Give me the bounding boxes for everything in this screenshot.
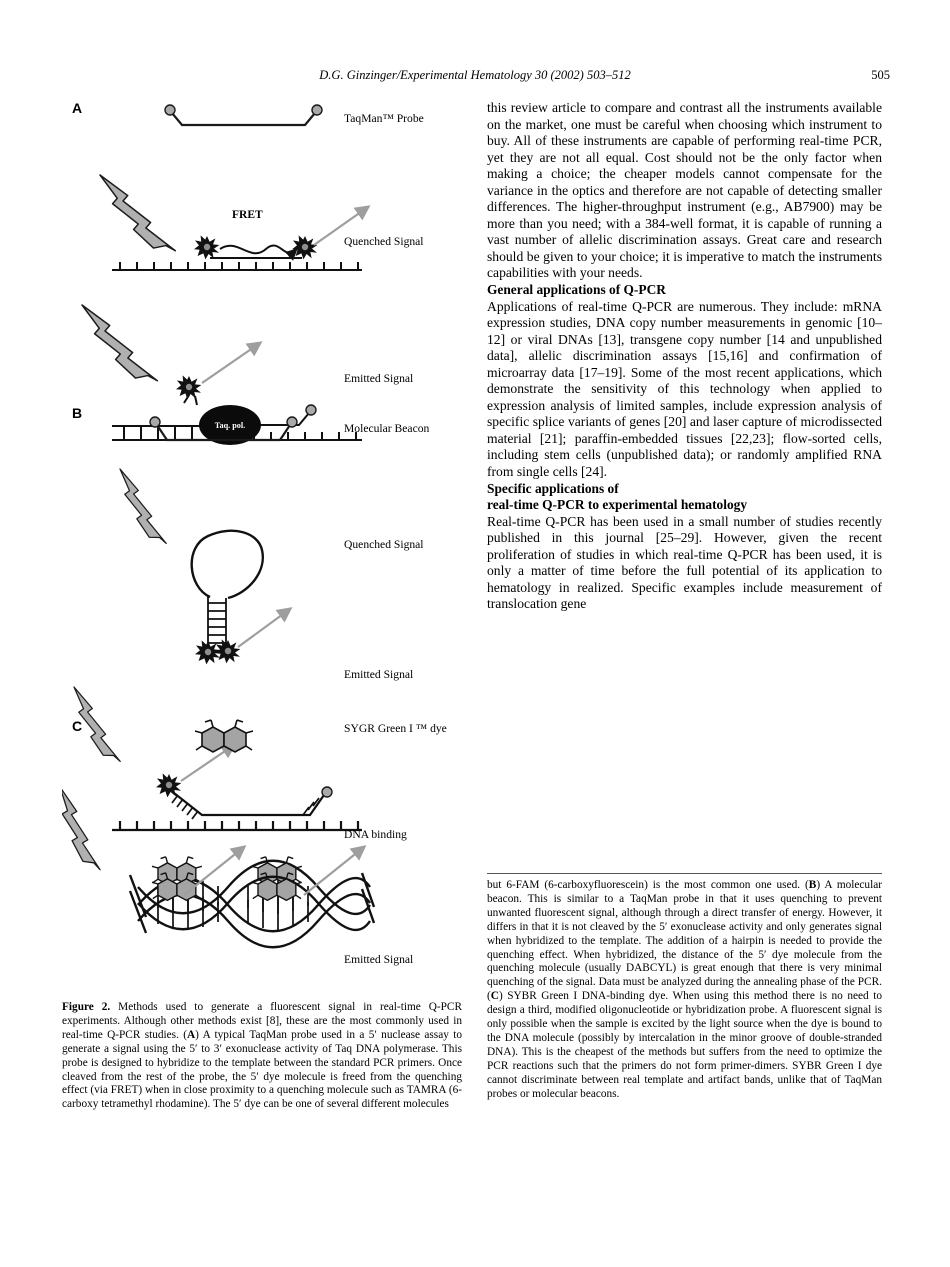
footnote-text-c: ) SYBR Green I DNA-binding dye. When using this method there is no need to design a third, modified oligonucleotide or hybridization probe. A fluorescent signal is only possible when the sample is excited by the light source when the dye is bound to the DNA molecule (possibly by intercalation in the minor groove of double-stranded DNA). This is the cheapest of the methods but suffers from the need to optimize the PCR reactions such that the primers do not form primer-dimers. SYBR Green I dye cannot discriminate between real template and artifact bands, unlike that of TaqMan probes or molecular beacons. [487, 990, 882, 1100]
figure-2-caption [62, 1001, 462, 1112]
figure-label-taqman-probe: TaqMan™ Probe [344, 112, 424, 125]
caption-label: Figure 2. [62, 1001, 111, 1013]
figure-label-sygr-green: SYGR Green I ™ dye [344, 722, 447, 735]
emitted-signal-schematic-a [74, 305, 362, 445]
footnote-text-b: ) A molecular beacon. This is similar to a TaqMan probe in that it uses quenching to prevent unwanted fluorescent signal, although through a direct transfer of energy. However, it differs in that it is not cleaved by the 5′ exonuclease activity and only generates signal when hybridized to the template. The addition of a hairpin is needed to provide the quenching effect. When hybridized, the distance of the 5′ dye molecule from the quenching molecule (usually DABCYL) is great enough that there is very minimal quenching of the signal. Data must be analyzed during the annealing phase of the PCR. ( [487, 879, 882, 1003]
panel-letter-a: A [72, 100, 83, 116]
paragraph-specific-applications: Real-time Q-PCR has been used in a small number of studies recently published in this journal [25–29]. However, given the recent proliferation of studies in which real-time Q-PCR has been used, it is only a matter of time before the full potential of its application to hematology in realized. Specific examples include measurement of translocation gene [487, 513, 882, 612]
right-column [487, 100, 882, 613]
heading-specific-applications-line2: real-time Q-PCR to experimental hematology [487, 497, 748, 513]
figure-label-dna-binding: DNA binding [344, 828, 407, 841]
heading-general-applications: General applications of Q-PCR [487, 282, 666, 298]
emitted-signal-schematic-c [62, 787, 374, 947]
footnote-label-b: B [808, 879, 817, 891]
running-head-citation: D.G. Ginzinger/Experimental Hematology 30 (2002) 503–512 [319, 68, 631, 82]
figure-2-artwork [62, 95, 472, 985]
panel-letter-c: C [72, 718, 83, 734]
footnote-label-c: C [490, 990, 499, 1003]
emitted-signal-schematic-b [62, 687, 362, 830]
page-number: 505 [871, 68, 890, 82]
sybr-dye-molecule [195, 720, 253, 752]
figure-label-emitted-signal-c: Emitted Signal [344, 953, 414, 966]
caption-text-post: ) A typical TaqMan probe used in a 5′ nuclease assay to generate a signal using the 5′ to 3′ exonuclease activity of Taq DNA polymerase. This probe is designed to hybridize to the template between the standard PCR primers. Once cleaved from the rest of the probe, the 5′ dye molecule is freed from the quenching effect (via FRET) when in close proximity to a quenching molecule such as TAMRA (6-carboxy tetramethyl rhodamine). The 5′ dye can be one of several different molecules [62, 1028, 462, 1111]
figure-label-emitted-signal-b: Emitted Signal [344, 668, 414, 681]
taqman-probe-schematic [165, 105, 322, 125]
quenched-signal-schematic-b [101, 469, 290, 664]
footnote-text-a: but 6-FAM (6-carboxyfluorescein) is the most common one used. ( [487, 879, 809, 891]
caption-text-pre: Methods used to generate a fluorescent signal in real-time Q-PCR experiments. Although other methods exist [8], these are the most commonly used in real-time Q-PCR studies. ( [62, 1001, 462, 1041]
figure-label-molecular-beacon: Molecular Beacon [344, 422, 430, 435]
panel-letter-b: B [72, 405, 83, 421]
caption-label-a: A [187, 1028, 196, 1041]
footnote-divider [487, 873, 882, 874]
figure-label-quenched-signal-a: Quenched Signal [344, 235, 424, 248]
fret-label: FRET [232, 209, 263, 221]
figure-label-quenched-signal-b: Quenched Signal [344, 538, 424, 551]
quenched-signal-schematic-a [92, 175, 368, 270]
figure-label-emitted-signal-a: Emitted Signal [344, 372, 414, 385]
paragraph-general-applications: Applications of real-time Q-PCR are numerous. They include: mRNA expression studies, DNA copy number measurements in genomic [10–12] or viral DNAs [13], transgene copy number [14 and unpublished data], allelic discrimination assays [15,16] and confirmation of microarray data [17–19]. Some of the most recent applications, which demonstrate the sensitivity of this technology when applied to expression analysis of limited samples, include expression analysis of specific splice variants of genes [20] and laser capture of microdissected material [21]; paraffin-embedded tissues [22,23]; flow-sorted cells, including stem cells (unpublished data); or randomly amplified RNA from single cells [24]. [487, 298, 882, 480]
running-head [60, 68, 890, 88]
taq-pol-label: Taq. pol. [214, 421, 246, 430]
heading-specific-applications-line1: Specific applications of [487, 480, 619, 496]
paragraph-instruments: this review article to compare and contrast all the instruments available on the market, one must be careful when choosing which instrument to buy. All of these instruments are capable of performing real-time PCR, yet they are not all equal. Cost should not be the only factor when making a choice; the cheaper models cannot compensate for the variance in the optics and therefore are not capable of detecting smaller differences. The higher-throughput instrument (e.g., AB7900) may be more than you need; with a 384-well format, it is capable of running a vast number of allelic discrimination assays. Great care and research should be given to your choice; it is imperative to match the instruments capabilities with your needs. [487, 100, 882, 281]
figure-caption-continuation [487, 879, 882, 1102]
